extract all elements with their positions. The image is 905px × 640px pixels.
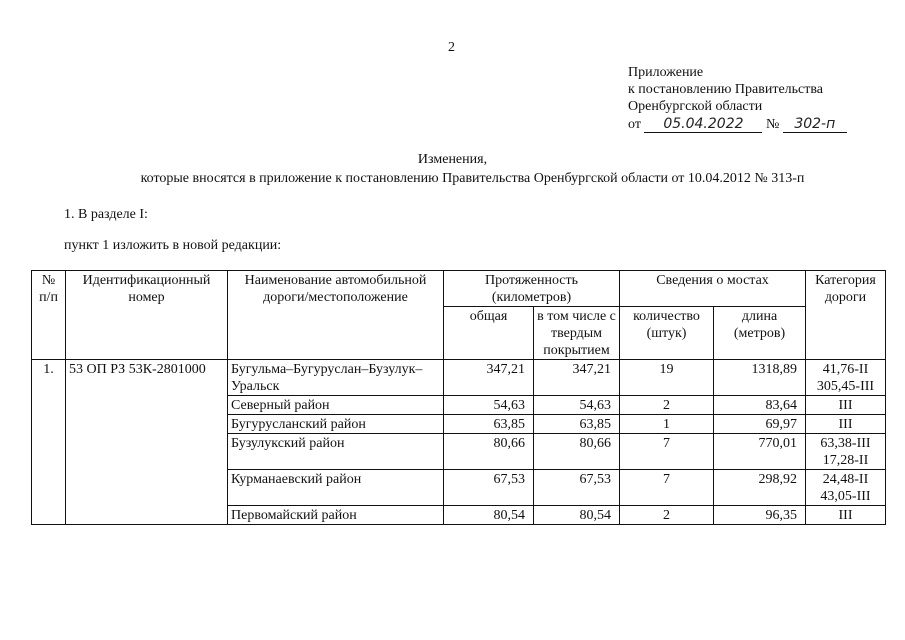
header-id: Идентификационный номер [66,271,228,360]
number-label: № [765,117,780,132]
cell-bridges-count: 2 [620,506,714,525]
handwritten-number: 302-п [783,116,847,133]
table-row [32,360,886,396]
cell-bridges-length: 1318,89 [714,360,806,396]
cell-length-paved: 63,85 [534,415,620,434]
cell-length-paved: 54,63 [534,396,620,415]
cell-length-total: 54,63 [444,396,534,415]
cell-bridges-length: 770,01 [714,434,806,470]
roads-table [31,270,886,525]
cell-district: Бугурусланский район [228,415,444,434]
resolution-date-number [628,116,847,133]
appendix-line-1: Приложение [628,65,704,80]
cell-bridges-length: 298,92 [714,470,806,506]
cell-bridges-count: 2 [620,396,714,415]
cell-bridges-length: 69,97 [714,415,806,434]
cell-length-paved: 80,66 [534,434,620,470]
instruction-text: пункт 1 изложить в новой редакции: [64,238,282,253]
cell-length-paved: 67,53 [534,470,620,506]
handwritten-date: 05.04.2022 [644,116,762,133]
cell-length-total: 67,53 [444,470,534,506]
cell-bridges-count: 7 [620,470,714,506]
header-name: Наименование автомобильной дороги/местоположение [228,271,444,360]
cell-id: 53 ОП РЗ 53К-2801000 [66,360,228,525]
header-bridges-length: длина (метров) [714,307,806,360]
from-label: от [628,117,641,132]
category-line-1: 41,76-II [822,362,869,377]
document-title [0,150,905,188]
cell-length-paved: 347,21 [534,360,620,396]
cell-category: III [806,396,886,415]
cell-length-paved: 80,54 [534,506,620,525]
section-reference: 1. В разделе I: [64,207,148,222]
header-bridges-group: Сведения о мостах [620,271,806,307]
cell-bridges-count: 7 [620,434,714,470]
cell-length-total: 63,85 [444,415,534,434]
category-line-2: 305,45-III [816,379,875,394]
title-heading: Изменения, [417,152,488,167]
cell-category [806,360,886,396]
cell-length-total: 80,54 [444,506,534,525]
category-line-1: 24,48-II [822,472,869,487]
header-length-total: общая [444,307,534,360]
cell-bridges-length: 83,64 [714,396,806,415]
appendix-header [628,64,823,115]
header-length-group: Протяженность (километров) [444,271,620,307]
header-length-paved: в том числе с твердым покрытием [534,307,620,360]
cell-category [806,470,886,506]
cell-district: Первомайский район [228,506,444,525]
cell-category: III [806,415,886,434]
cell-district: Бузулукский район [228,434,444,470]
cell-bridges-count: 1 [620,415,714,434]
header-num: № п/п [32,271,66,360]
category-line-2: 17,28-II [822,453,869,468]
cell-length-total: 80,66 [444,434,534,470]
cell-bridges-length: 96,35 [714,506,806,525]
header-category: Категория дороги [806,271,886,360]
cell-category: III [806,506,886,525]
page-number: 2 [448,40,455,55]
category-line-1: 63,38-III [820,436,871,451]
category-line-2: 43,05-III [820,489,871,504]
cell-road-name: Бугульма–Бугуруслан–Бузулук–Уральск [228,360,444,396]
title-subheading: которые вносятся в приложение к постановлению Правительства Оренбургской области от 10.04.2012 № 313-п [140,171,805,186]
cell-district: Северный район [228,396,444,415]
appendix-line-3: Оренбургской области [628,99,763,114]
cell-category [806,434,886,470]
cell-district: Курманаевский район [228,470,444,506]
header-bridges-count: количество (штук) [620,307,714,360]
cell-num: 1. [32,360,66,525]
appendix-line-2: к постановлению Правительства [628,82,824,97]
cell-bridges-count: 19 [620,360,714,396]
cell-length-total: 347,21 [444,360,534,396]
